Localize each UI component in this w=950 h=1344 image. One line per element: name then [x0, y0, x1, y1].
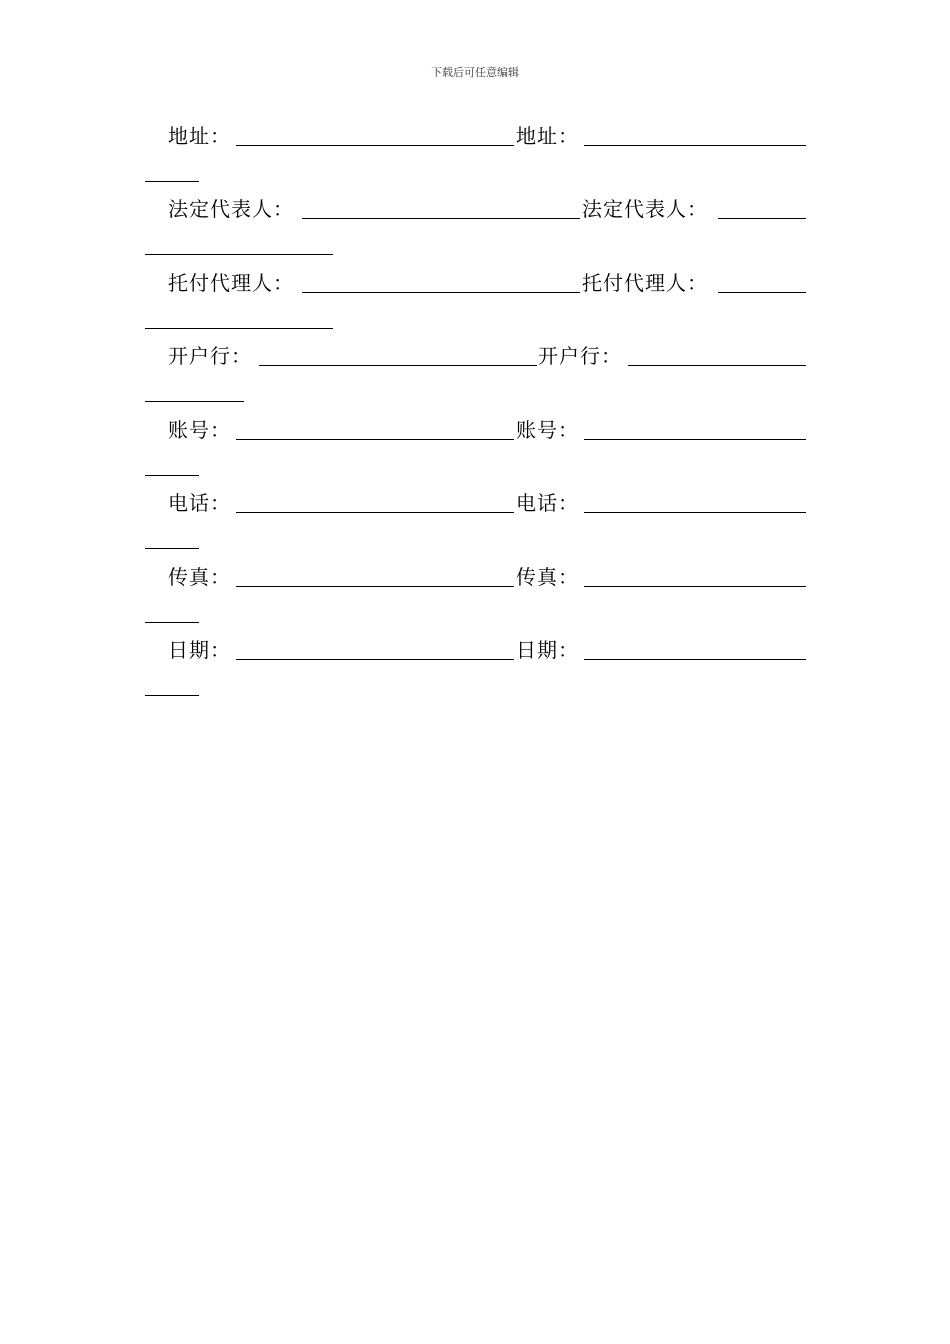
- right-fill-line-continued[interactable]: [145, 622, 199, 623]
- form-row-bank: [0, 344, 950, 404]
- right-fill-line-continued[interactable]: [145, 328, 333, 329]
- right-fill-line[interactable]: [584, 145, 806, 146]
- right-fill-line-continued[interactable]: [145, 475, 199, 476]
- page-header-note: 下载后可任意编辑: [431, 66, 519, 79]
- right-label: 账号：: [516, 418, 579, 442]
- form-row-address: [0, 124, 950, 184]
- form-row-account-number: [0, 418, 950, 478]
- right-fill-line[interactable]: [584, 439, 806, 440]
- left-fill-line[interactable]: [302, 292, 580, 293]
- right-fill-line-continued[interactable]: [145, 401, 244, 402]
- left-fill-line[interactable]: [302, 218, 580, 219]
- right-fill-line-continued[interactable]: [145, 695, 199, 696]
- form-row-authorized-agent: [0, 271, 950, 331]
- left-label: 托付代理人：: [168, 271, 294, 295]
- left-fill-line[interactable]: [236, 586, 514, 587]
- right-fill-line[interactable]: [628, 365, 806, 366]
- right-label: 地址：: [516, 124, 579, 148]
- right-fill-line-continued[interactable]: [145, 254, 333, 255]
- right-fill-line-continued[interactable]: [145, 181, 199, 182]
- left-label: 地址：: [168, 124, 231, 148]
- left-fill-line[interactable]: [259, 365, 537, 366]
- right-fill-line[interactable]: [584, 512, 806, 513]
- form-row-legal-representative: [0, 197, 950, 257]
- left-fill-line[interactable]: [236, 659, 514, 660]
- left-fill-line[interactable]: [236, 439, 514, 440]
- right-label: 日期：: [516, 638, 579, 662]
- right-fill-line-continued[interactable]: [145, 548, 199, 549]
- left-label: 开户行：: [168, 344, 252, 368]
- left-label: 法定代表人：: [168, 197, 294, 221]
- right-label: 传真：: [516, 565, 579, 589]
- right-label: 托付代理人：: [582, 271, 708, 295]
- right-fill-line[interactable]: [584, 659, 806, 660]
- right-label: 电话：: [516, 491, 579, 515]
- right-label: 开户行：: [538, 344, 622, 368]
- right-label: 法定代表人：: [582, 197, 708, 221]
- left-fill-line[interactable]: [236, 145, 514, 146]
- left-label: 日期：: [168, 638, 231, 662]
- right-fill-line[interactable]: [718, 292, 806, 293]
- left-label: 账号：: [168, 418, 231, 442]
- form-row-date: [0, 638, 950, 698]
- form-row-telephone: [0, 491, 950, 551]
- left-label: 电话：: [168, 491, 231, 515]
- right-fill-line[interactable]: [718, 218, 806, 219]
- left-fill-line[interactable]: [236, 512, 514, 513]
- left-label: 传真：: [168, 565, 231, 589]
- form-row-fax: [0, 565, 950, 625]
- right-fill-line[interactable]: [584, 586, 806, 587]
